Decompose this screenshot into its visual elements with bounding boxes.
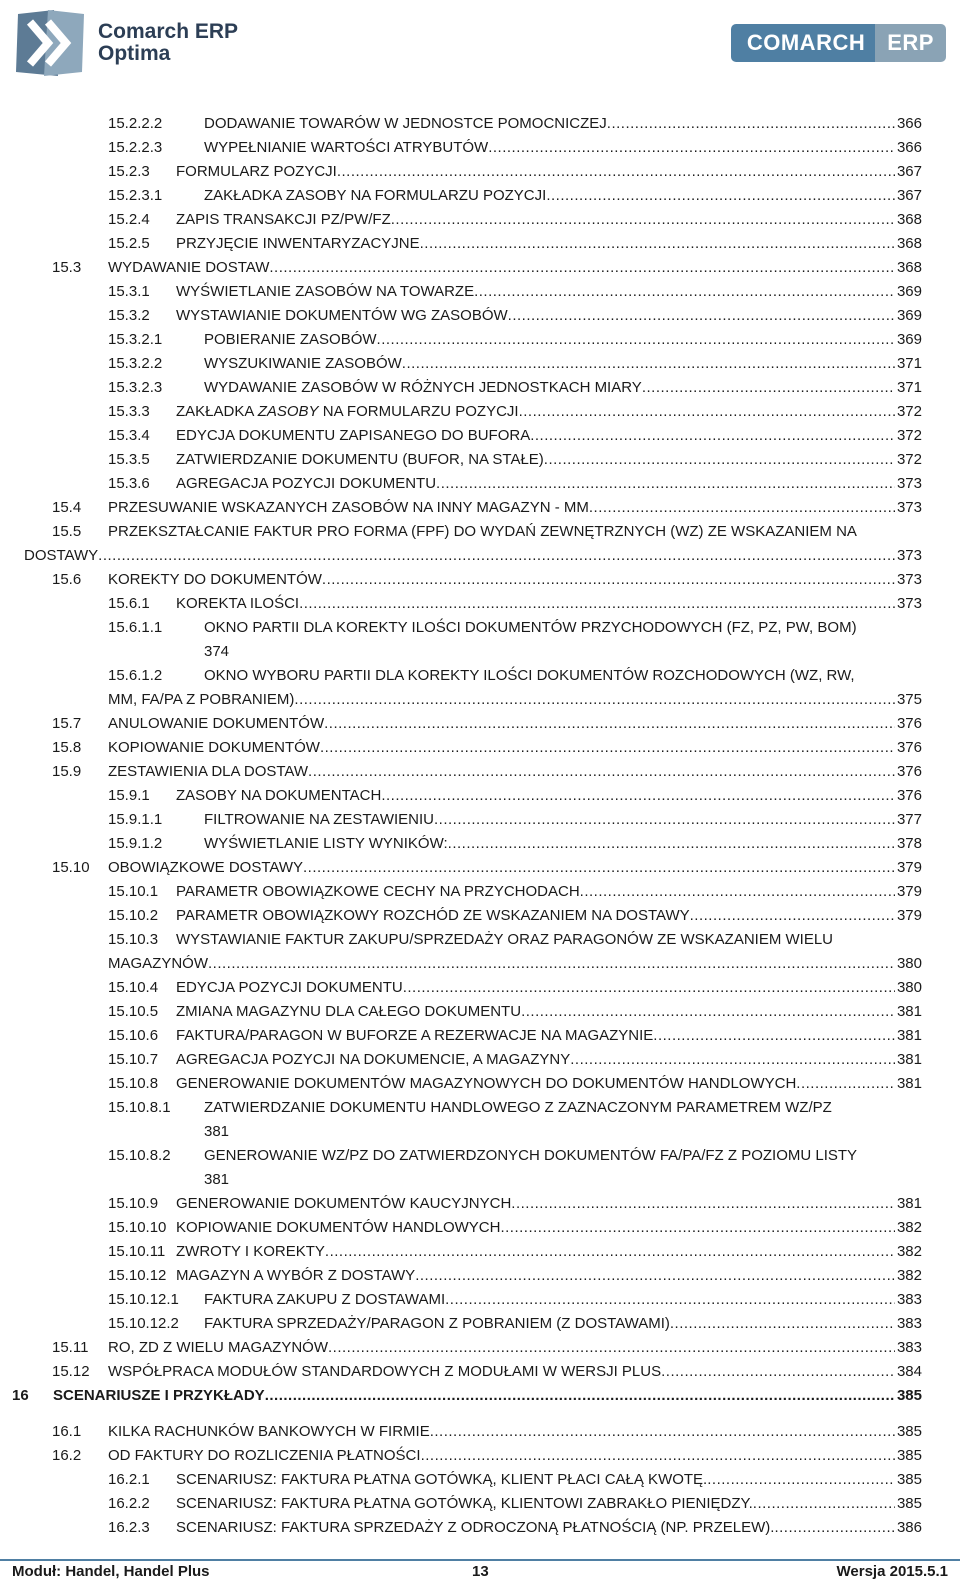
toc-dot-leader — [269, 256, 895, 280]
toc-entry-page: 368 — [896, 259, 922, 276]
toc-entry-number: 15.8 — [52, 739, 82, 756]
toc-dot-leader — [445, 1288, 895, 1312]
toc-entry-title: ZAKŁADKA ZASOBY NA FORMULARZU POZYCJI — [204, 187, 547, 204]
toc-dot-leader — [265, 1384, 895, 1408]
toc-entry-page: 379 — [896, 907, 922, 924]
toc-entry-page: 385 — [896, 1387, 922, 1404]
toc-entry-title: GENEROWANIE DOKUMENTÓW KAUCYJNYCH — [176, 1195, 512, 1212]
toc-entry-number: 15.10.1 — [108, 883, 159, 900]
toc-entry-number: 15.10.9 — [108, 1195, 159, 1212]
toc-entry-number: 15.3.6 — [108, 475, 150, 492]
toc-dot-leader — [511, 1192, 895, 1216]
page-footer — [0, 1559, 960, 1585]
toc-entry-number: 15.3.2.3 — [108, 379, 163, 396]
toc-entry-page: 385 — [896, 1471, 922, 1488]
toc-entry-page: 382 — [896, 1243, 922, 1260]
toc-entry-number: 15.6.1.1 — [108, 619, 163, 636]
toc-dot-leader — [774, 1516, 895, 1540]
toc-dot-leader — [299, 592, 895, 616]
toc-entry-number: 16.1 — [52, 1423, 82, 1440]
toc-dot-leader — [402, 352, 895, 376]
toc-dot-leader — [325, 1240, 895, 1264]
toc-entry-page: 386 — [896, 1519, 922, 1536]
toc-entry-number: 15.11 — [52, 1339, 89, 1356]
toc-entry-number: 15.3.2.1 — [108, 331, 163, 348]
toc-dot-leader — [589, 496, 895, 520]
toc-entry-page: 382 — [896, 1267, 922, 1284]
toc-entry-number: 15.5 — [52, 523, 82, 540]
toc-entry-page: 383 — [896, 1339, 922, 1356]
toc-entry-title: ZAPIS TRANSAKCJI PZ/PW/FZ — [176, 211, 391, 228]
toc-entry-title: ANULOWANIE DOKUMENTÓW — [108, 715, 325, 732]
toc-entry-page: 371 — [896, 379, 922, 396]
toc-entry-title-emphasis: ZASOBY — [257, 403, 319, 420]
toc-dot-leader — [391, 208, 895, 232]
toc-entry-title: OBOWIĄZKOWE DOSTAWY — [108, 859, 303, 876]
toc-entry-title-continuation: DOSTAWY — [24, 547, 99, 564]
toc-entry-title: AGREGACJA POZYCJI NA DOKUMENCIE, A MAGAZYNY — [176, 1051, 571, 1068]
toc-entry-page: 372 — [896, 403, 922, 420]
toc-entry-number: 15.2.2.3 — [108, 139, 163, 156]
toc-entry-title: POBIERANIE ZASOBÓW — [204, 331, 377, 348]
toc-entry-number: 15.6.1.2 — [108, 667, 163, 684]
toc-entry-number: 15.10.7 — [108, 1051, 159, 1068]
toc-entry-number: 15.3.3 — [108, 403, 150, 420]
toc-entry-title: PARAMETR OBOWIĄZKOWE CECHY NA PRZYCHODACH — [176, 883, 580, 900]
toc-dot-leader — [98, 544, 895, 568]
toc-entry-number: 15.3.2.2 — [108, 355, 163, 372]
toc-entry-title: ZWROTY I KOREKTY — [176, 1243, 325, 1260]
toc-entry-title: WYSTAWIANIE FAKTUR ZAKUPU/SPRZEDAŻY ORAZ PARAGONÓW ZE WSKAZANIEM WIELU — [176, 931, 834, 948]
toc-entry-page: 380 — [896, 955, 922, 972]
toc-dot-leader — [294, 688, 895, 712]
toc-dot-leader — [448, 832, 895, 856]
toc-entry-page: 376 — [896, 739, 922, 756]
toc-entry-number: 15.6.1 — [108, 595, 150, 612]
toc-entry-title: ZESTAWIENIA DLA DOSTAW — [108, 763, 309, 780]
toc-entry-title: EDYCJA DOKUMENTU ZAPISANEGO DO BUFORA — [176, 427, 531, 444]
toc-entry-title: ZASOBY NA DOKUMENTACH — [176, 787, 382, 804]
toc-entry-number: 15.4 — [52, 499, 82, 516]
toc-entry-number: 16.2.3 — [108, 1519, 150, 1536]
toc-dot-leader — [322, 568, 895, 592]
toc-dot-leader — [508, 304, 895, 328]
toc-dot-leader — [642, 376, 895, 400]
toc-entry-page: 381 — [896, 1075, 922, 1092]
toc-entry-title: OD FAKTURY DO ROZLICZENIA PŁATNOŚCI — [108, 1447, 421, 1464]
toc-entry-title: WYSTAWIANIE DOKUMENTÓW WG ZASOBÓW — [176, 307, 508, 324]
toc-dot-leader — [753, 1492, 895, 1516]
footer-version: Wersja 2015.5.1 — [836, 1563, 948, 1580]
toc-entry-title: MAGAZYN A WYBÓR Z DOSTAWY — [176, 1267, 416, 1284]
toc-entry-page: 373 — [896, 571, 922, 588]
toc-entry-page: 385 — [896, 1495, 922, 1512]
toc-entry-title: FORMULARZ POZYCJI — [176, 163, 337, 180]
toc-dot-leader — [208, 952, 895, 976]
toc-entry-page: 378 — [896, 835, 922, 852]
toc-entry-page: 381 — [204, 1171, 230, 1188]
toc-entry-title-continuation: MM, FA/PA Z POBRANIEM) — [108, 691, 295, 708]
product-name: Comarch ERP — [98, 20, 239, 43]
toc-entry-page: 367 — [896, 187, 922, 204]
toc-entry-page: 369 — [896, 307, 922, 324]
toc-dot-leader — [544, 448, 895, 472]
toc-entry-title: WYŚWIETLANIE ZASOBÓW NA TOWARZE — [176, 283, 475, 300]
toc-entry-number: 15.3.1 — [108, 283, 150, 300]
toc-entry-page: 383 — [896, 1291, 922, 1308]
toc-entry-title: KOREKTY DO DOKUMENTÓW — [108, 571, 322, 588]
toc-entry-number: 15.10.8.2 — [108, 1147, 171, 1164]
toc-entry-title: AGREGACJA POZYCJI DOKUMENTU — [176, 475, 437, 492]
toc-entry-title-part: ZAKŁADKA — [176, 403, 258, 420]
toc-dot-leader — [381, 784, 895, 808]
toc-entry-number: 15.9.1 — [108, 787, 150, 804]
toc-entry-page: 376 — [896, 787, 922, 804]
toc-dot-leader — [500, 1216, 895, 1240]
toc-entry-number: 16.2.1 — [108, 1471, 150, 1488]
toc-dot-leader — [653, 1024, 895, 1048]
toc-dot-leader — [661, 1360, 895, 1384]
toc-entry-page: 373 — [896, 475, 922, 492]
toc-entry-number: 15.9.1.1 — [108, 811, 163, 828]
toc-entry-title: OKNO WYBORU PARTII DLA KOREKTY ILOŚCI DOKUMENTÓW ROZCHODOWYCH (WZ, RW, — [204, 667, 855, 684]
toc-entry-page: 372 — [896, 451, 922, 468]
toc-dot-leader — [436, 472, 895, 496]
toc-dot-leader — [530, 424, 895, 448]
footer-page-number: 13 — [472, 1563, 489, 1580]
toc-dot-leader — [320, 736, 895, 760]
toc-entry-number: 15.3.4 — [108, 427, 150, 444]
toc-entry-title: ZATWIERDZANIE DOKUMENTU HANDLOWEGO Z ZAZNACZONYM PARAMETREM WZ/PZ — [204, 1099, 832, 1116]
toc-entry-page: 376 — [896, 763, 922, 780]
toc-entry-page: 376 — [896, 715, 922, 732]
toc-dot-leader — [580, 880, 895, 904]
toc-entry-number: 15.10.6 — [108, 1027, 159, 1044]
toc-dot-leader — [303, 856, 895, 880]
toc-entry-page: 381 — [896, 1051, 922, 1068]
toc-dot-leader — [519, 400, 895, 424]
toc-entry-title: SCENARIUSZ: FAKTURA PŁATNA GOTÓWKĄ, KLIENTOWI ZABRAKŁO PIENIĘDZY. — [176, 1495, 753, 1512]
toc-entry-number: 16 — [12, 1387, 29, 1404]
toc-entry-title: DODAWANIE TOWARÓW W JEDNOSTCE POMOCNICZEJ — [204, 115, 607, 132]
toc-entry-title: PRZEKSZTAŁCANIE FAKTUR PRO FORMA (FPF) DO WYDAŃ ZEWNĘTRZNYCH (WZ) ZE WSKAZANIEM NA — [108, 523, 857, 540]
toc-dot-leader — [521, 1000, 895, 1024]
product-edition: Optima — [98, 42, 171, 65]
toc-entry-number: 15.10 — [52, 859, 90, 876]
toc-entry-page: 374 — [204, 643, 230, 660]
toc-entry-page: 369 — [896, 331, 922, 348]
toc-entry-title: RO, ZD Z WIELU MAGAZYNÓW — [108, 1339, 328, 1356]
toc-entry-page: 366 — [896, 139, 922, 156]
toc-entry-title: FILTROWANIE NA ZESTAWIENIU — [204, 811, 435, 828]
toc-dot-leader — [434, 808, 895, 832]
toc-entry-page: 382 — [896, 1219, 922, 1236]
toc-entry-number: 15.10.11 — [108, 1243, 166, 1260]
toc-dot-leader — [337, 160, 895, 184]
toc-entry-number: 15.10.12.2 — [108, 1315, 179, 1332]
toc-entry-number: 15.10.3 — [108, 931, 159, 948]
toc-entry-title-part: NA FORMULARZU POZYCJI — [318, 403, 519, 420]
toc-entry-page: 369 — [896, 283, 922, 300]
toc-entry-number: 15.2.5 — [108, 235, 150, 252]
toc-entry-number: 15.10.12 — [108, 1267, 167, 1284]
toc-dot-leader — [546, 184, 895, 208]
toc-entry-number: 15.2.4 — [108, 211, 150, 228]
toc-entry-page: 381 — [896, 1027, 922, 1044]
toc-entry-title: WYPEŁNIANIE WARTOŚCI ATRYBUTÓW — [204, 139, 489, 156]
toc-entry-page: 366 — [896, 115, 922, 132]
toc-entry-page: 368 — [896, 211, 922, 228]
toc-entry-number: 15.2.3 — [108, 163, 150, 180]
toc-entry-number: 15.10.10 — [108, 1219, 167, 1236]
toc-entry-page: 368 — [896, 235, 922, 252]
toc-entry-number: 15.10.8 — [108, 1075, 159, 1092]
toc-entry-page: 373 — [896, 499, 922, 516]
toc-entry-title: WYSZUKIWANIE ZASOBÓW — [204, 355, 402, 372]
toc-entry-number: 15.9.1.2 — [108, 835, 163, 852]
toc-entry-title: KOREKTA ILOŚCI — [176, 595, 300, 612]
toc-entry-number: 16.2 — [52, 1447, 82, 1464]
toc-dot-leader — [607, 112, 895, 136]
toc-entry-number: 16.2.2 — [108, 1495, 150, 1512]
toc-entry-number: 15.2.3.1 — [108, 187, 163, 204]
toc-dot-leader — [377, 328, 895, 352]
toc-entry-page: 373 — [896, 547, 922, 564]
toc-entry-number: 15.10.8.1 — [108, 1099, 171, 1116]
toc-entry-title: WSPÓŁPRACA MODUŁÓW STANDARDOWYCH Z MODUŁAMI W WERSJI PLUS — [108, 1363, 662, 1380]
toc-entry-title: SCENARIUSZ: FAKTURA PŁATNA GOTÓWKĄ, KLIENT PŁACI CAŁĄ KWOTĘ. — [176, 1471, 708, 1488]
toc-entry-page: 385 — [896, 1447, 922, 1464]
toc-dot-leader — [328, 1336, 895, 1360]
toc-entry-page: 377 — [896, 811, 922, 828]
toc-entry-title-continuation: MAGAZYNÓW — [108, 955, 208, 972]
toc-entry-number: 15.10.12.1 — [108, 1291, 179, 1308]
toc-entry-title: WYŚWIETLANIE LISTY WYNIKÓW: — [204, 835, 448, 852]
erp-brand: ERP — [875, 24, 946, 62]
toc-entry-title: FAKTURA/PARAGON W BUFORZE A REZERWACJE NA MAGAZYNIE — [176, 1027, 654, 1044]
toc-entry-title: FAKTURA ZAKUPU Z DOSTAWAMI — [204, 1291, 446, 1308]
toc-dot-leader — [796, 1072, 895, 1096]
toc-entry-number: 15.9 — [52, 763, 82, 780]
toc-entry-page: 379 — [896, 859, 922, 876]
toc-entry-title: ZMIANA MAGAZYNU DLA CAŁEGO DOKUMENTU — [176, 1003, 522, 1020]
toc-entry-title: KILKA RACHUNKÓW BANKOWYCH W FIRMIE — [108, 1423, 430, 1440]
optima-chevron-logo-icon — [14, 8, 86, 78]
toc-dot-leader — [421, 1444, 895, 1468]
toc-entry-page: 375 — [896, 691, 922, 708]
toc-entry-title: PRZESUWANIE WSKAZANYCH ZASOBÓW NA INNY MAGAZYN - MM — [108, 499, 589, 516]
toc-entry-page: 385 — [896, 1423, 922, 1440]
toc-dot-leader — [415, 1264, 895, 1288]
comarch-brand: COMARCH — [731, 24, 875, 62]
toc-entry-title: WYDAWANIE DOSTAW — [108, 259, 270, 276]
toc-entry-title: EDYCJA POZYCJI DOKUMENTU — [176, 979, 403, 996]
toc-entry-title: SCENARIUSZ: FAKTURA SPRZEDAŻY Z ODROCZONĄ PŁATNOŚCIĄ (NP. PRZELEW). — [176, 1519, 775, 1536]
toc-entry-title: KOPIOWANIE DOKUMENTÓW HANDLOWYCH — [176, 1219, 501, 1236]
toc-entry-page: 384 — [896, 1363, 922, 1380]
comarch-erp-logo — [731, 24, 946, 62]
toc-entry-page: 371 — [896, 355, 922, 372]
toc-entry-title: GENEROWANIE DOKUMENTÓW MAGAZYNOWYCH DO DOKUMENTÓW HANDLOWYCH — [176, 1075, 797, 1092]
toc-entry-number: 15.6 — [52, 571, 82, 588]
toc-entry-page: 380 — [896, 979, 922, 996]
toc-entry-number: 15.3 — [52, 259, 82, 276]
toc-dot-leader — [570, 1048, 895, 1072]
toc-entry-number: 15.7 — [52, 715, 82, 732]
toc-dot-leader — [488, 136, 895, 160]
toc-dot-leader — [403, 976, 895, 1000]
toc-entry-title: WYDAWANIE ZASOBÓW W RÓŻNYCH JEDNOSTKACH MIARY — [204, 379, 642, 396]
toc-dot-leader — [690, 904, 895, 928]
toc-dot-leader — [670, 1312, 895, 1336]
toc-entry-number: 15.10.5 — [108, 1003, 159, 1020]
toc-dot-leader — [707, 1468, 895, 1492]
toc-entry-page: 381 — [896, 1195, 922, 1212]
toc-entry-page: 381 — [896, 1003, 922, 1020]
toc-entry-page: 383 — [896, 1315, 922, 1332]
toc-entry-page: 367 — [896, 163, 922, 180]
optima-logo — [14, 8, 238, 78]
footer-module: Moduł: Handel, Handel Plus — [12, 1563, 210, 1580]
toc-entry-title: PRZYJĘCIE INWENTARYZACYJNE — [176, 235, 420, 252]
toc-dot-leader — [308, 760, 895, 784]
toc-entry-number: 15.10.4 — [108, 979, 159, 996]
toc-entry-page: 372 — [896, 427, 922, 444]
toc-dot-leader — [324, 712, 895, 736]
toc-entry-page: 379 — [896, 883, 922, 900]
toc-entry-number: 15.2.2.2 — [108, 115, 163, 132]
toc-entry-title: KOPIOWANIE DOKUMENTÓW — [108, 739, 320, 756]
toc-entry-number: 15.12 — [52, 1363, 90, 1380]
toc-dot-leader — [474, 280, 895, 304]
toc-entry-number: 15.10.2 — [108, 907, 159, 924]
toc-entry-page: 373 — [896, 595, 922, 612]
toc-entry-title: FAKTURA SPRZEDAŻY/PARAGON Z POBRANIEM (Z DOSTAWAMI) — [204, 1315, 670, 1332]
toc-entry-title: PARAMETR OBOWIĄZKOWY ROZCHÓD ZE WSKAZANIEM NA DOSTAWY — [176, 907, 690, 924]
toc-entry-page: 381 — [204, 1123, 230, 1140]
toc-entry-title: GENEROWANIE WZ/PZ DO ZATWIERDZONYCH DOKUMENTÓW FA/PA/FZ Z POZIOMU LISTY — [204, 1147, 858, 1164]
toc-dot-leader — [420, 232, 895, 256]
toc-entry-title: OKNO PARTII DLA KOREKTY ILOŚCI DOKUMENTÓW PRZYCHODOWYCH (FZ, PZ, PW, BOM) — [204, 619, 857, 636]
toc-dot-leader — [430, 1420, 895, 1444]
toc-entry-number: 15.3.5 — [108, 451, 150, 468]
toc-entry-title — [176, 400, 519, 424]
toc-entry-title: SCENARIUSZE I PRZYKŁADY — [53, 1387, 265, 1404]
toc-entry-number: 15.3.2 — [108, 307, 150, 324]
toc-entry-title: ZATWIERDZANIE DOKUMENTU (BUFOR, NA STAŁE) — [176, 451, 544, 468]
